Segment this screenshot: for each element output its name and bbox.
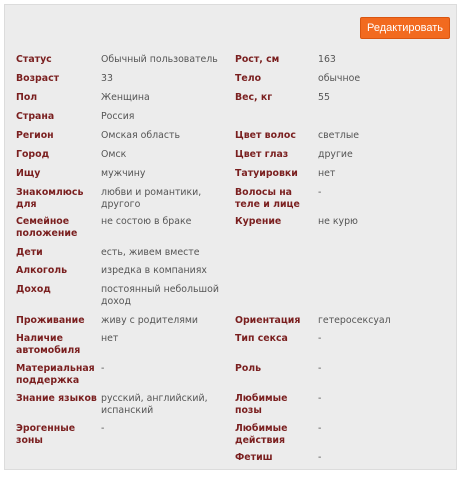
field-label: Доход [16, 284, 51, 295]
field-value: 55 [318, 92, 330, 103]
profile-row [5, 393, 456, 423]
field-label: Любимые действия [235, 423, 288, 446]
profile-row [5, 363, 456, 393]
field-value: - [318, 187, 322, 198]
field-value: гетеросексуал [318, 315, 391, 326]
field-value: другие [318, 149, 353, 160]
field-label: Тело [235, 73, 262, 84]
field-label: Возраст [16, 73, 60, 84]
profile-row [5, 423, 456, 453]
field-label: Материальная поддержка [16, 363, 95, 386]
field-value: не курю [318, 216, 358, 227]
field-label: Знание языков [16, 393, 97, 404]
field-value: не состою в браке [101, 216, 192, 227]
field-value: Женщина [101, 92, 150, 103]
field-label: Волосы на теле и лице [235, 187, 300, 210]
field-value: русский, английский, испанский [101, 393, 208, 416]
field-label: Курение [235, 216, 282, 227]
field-value: - [318, 333, 322, 344]
field-value: нет [318, 168, 336, 179]
field-label: Дети [16, 247, 43, 258]
field-value: нет [101, 333, 119, 344]
profile-row [5, 452, 456, 482]
profile-row [5, 333, 456, 363]
field-label: Знакомлюсь для [16, 187, 84, 210]
edit-button[interactable]: Редактировать [360, 17, 450, 39]
field-value: - [318, 452, 322, 463]
profile-row [5, 284, 456, 314]
field-value: мужчину [101, 168, 146, 179]
field-label: Страна [16, 111, 55, 122]
profile-row [5, 216, 456, 246]
field-label: Роль [235, 363, 262, 374]
field-value: 33 [101, 73, 113, 84]
field-value: живу с родителями [101, 315, 199, 326]
field-value: есть, живем вместе [101, 247, 200, 258]
field-label: Наличие автомобиля [16, 333, 81, 356]
field-label: Татуировки [235, 168, 298, 179]
profile-details-panel [4, 4, 457, 470]
field-label: Регион [16, 130, 54, 141]
field-label: Проживание [16, 315, 85, 326]
field-value: Россия [101, 111, 135, 122]
field-value: любви и романтики, другого [101, 187, 202, 210]
field-value: Обычный пользователь [101, 54, 218, 65]
field-value: постоянный небольшой доход [101, 284, 219, 307]
field-label: Пол [16, 92, 38, 103]
field-label: Фетиш [235, 452, 273, 463]
field-value: светлые [318, 130, 360, 141]
field-label: Цвет волос [235, 130, 296, 141]
field-label: Рост, см [235, 54, 280, 65]
field-value: 163 [318, 54, 336, 65]
field-label: Эрогенные зоны [16, 423, 76, 446]
field-label: Тип секса [235, 333, 288, 344]
field-value: Омск [101, 149, 127, 160]
field-label: Цвет глаз [235, 149, 289, 160]
field-value: - [318, 393, 322, 404]
field-value: - [101, 423, 105, 434]
field-label: Любимые позы [235, 393, 288, 416]
field-label: Алкоголь [16, 265, 68, 276]
field-value: - [318, 363, 322, 374]
field-label: Город [16, 149, 50, 160]
field-value: - [101, 363, 105, 374]
field-value: изредка в компаниях [101, 265, 207, 276]
field-label: Ищу [16, 168, 41, 179]
field-label: Статус [16, 54, 52, 65]
field-value: Омская область [101, 130, 181, 141]
field-label: Вес, кг [235, 92, 273, 103]
field-label: Семейное положение [16, 216, 78, 239]
field-label: Ориентация [235, 315, 301, 326]
field-value: - [318, 423, 322, 434]
field-value: обычное [318, 73, 361, 84]
profile-row [5, 187, 456, 217]
